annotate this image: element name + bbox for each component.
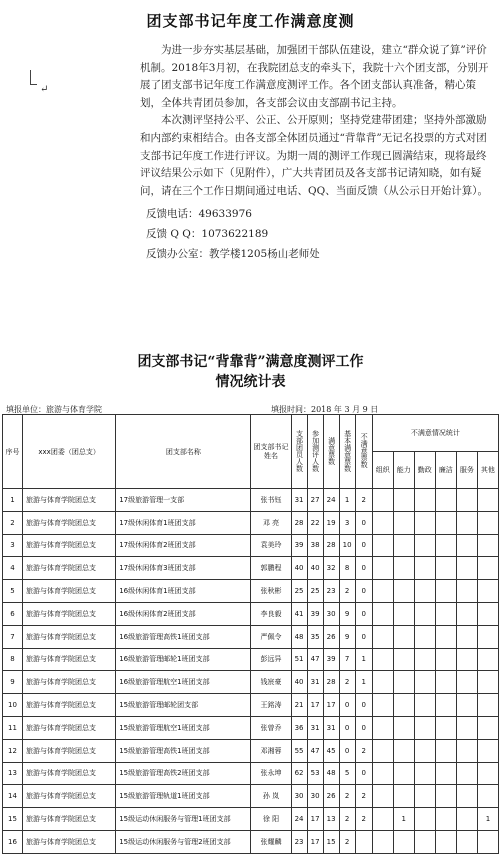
cell-reason-1	[372, 739, 393, 762]
cell-reason-1	[372, 489, 393, 512]
table-title-line-2: 情况统计表	[215, 374, 286, 390]
cell-branch: 15级运动休闲服务与管理2班团支部	[116, 830, 251, 853]
cell-committee: 旅游与体育学院团总支	[23, 602, 116, 625]
header-unsatisfied	[355, 415, 372, 489]
header-reason-2: 能力	[393, 452, 414, 489]
cell-satisfied: 28	[323, 671, 339, 694]
cell-basic: 10	[339, 534, 355, 557]
cell-reason-3	[414, 625, 435, 648]
cell-reason-6	[477, 716, 498, 739]
cell-reason-4	[435, 808, 456, 831]
cell-reason-3	[414, 830, 435, 853]
cell-branch: 15级旅游管理轨道1班团支部	[116, 785, 251, 808]
table-row	[3, 739, 499, 762]
cell-branch: 17级休闲体育3班团支部	[116, 557, 251, 580]
cell-unsatisfied: 2	[355, 739, 372, 762]
cell-secretary: 邓湘蓉	[251, 739, 291, 762]
cell-reason-1	[372, 808, 393, 831]
cell-seq: 12	[3, 739, 23, 762]
cell-reason-2	[393, 648, 414, 671]
cell-committee: 旅游与体育学院团总支	[23, 694, 116, 717]
cell-members: 21	[291, 694, 307, 717]
cell-reason-3	[414, 694, 435, 717]
cell-satisfied: 15	[323, 830, 339, 853]
cell-members: 23	[291, 830, 307, 853]
cell-members: 39	[291, 534, 307, 557]
cell-reason-1	[372, 716, 393, 739]
header-reason-5: 服务	[456, 452, 477, 489]
cell-satisfied: 26	[323, 785, 339, 808]
cell-reason-2	[393, 739, 414, 762]
cell-reason-6	[477, 489, 498, 512]
cell-satisfied: 24	[323, 489, 339, 512]
cell-reason-2	[393, 785, 414, 808]
cell-unsatisfied: 1	[355, 648, 372, 671]
cell-committee: 旅游与体育学院团总支	[23, 557, 116, 580]
cell-reason-4	[435, 830, 456, 853]
cell-unsatisfied: 1	[355, 671, 372, 694]
cell-satisfied: 19	[323, 511, 339, 534]
cell-basic: 9	[339, 625, 355, 648]
cell-reason-3	[414, 671, 435, 694]
table-row	[3, 694, 499, 717]
cell-seq: 15	[3, 808, 23, 831]
cell-committee: 旅游与体育学院团总支	[23, 739, 116, 762]
header-unsatisfied-label: 不满意票数	[360, 433, 369, 468]
cell-committee: 旅游与体育学院团总支	[23, 534, 116, 557]
cell-reason-5	[456, 694, 477, 717]
cell-reason-3	[414, 557, 435, 580]
satisfaction-stats-table	[2, 414, 499, 854]
cell-branch: 16级旅游管理高铁1班团支部	[116, 625, 251, 648]
report-unit: 填报单位：旅游与体育学院	[6, 405, 102, 414]
cell-reason-5	[456, 511, 477, 534]
cell-reason-5	[456, 580, 477, 603]
document-title: 团支部书记年度工作满意度测	[146, 12, 355, 30]
contact-office: 反馈办公室：教学楼1205杨山老师处	[146, 248, 320, 261]
cell-satisfied: 45	[323, 739, 339, 762]
cell-members: 25	[291, 580, 307, 603]
cell-secretary: 张耀麟	[251, 830, 291, 853]
cell-participants: 27	[307, 489, 323, 512]
cell-unsatisfied: 2	[355, 489, 372, 512]
cell-basic: 2	[339, 830, 355, 853]
cell-participants: 17	[307, 808, 323, 831]
cell-reason-1	[372, 580, 393, 603]
contact-qq: 反馈 Q Q：1073622189	[146, 228, 269, 241]
cell-reason-6	[477, 694, 498, 717]
cell-reason-5	[456, 557, 477, 580]
cell-seq: 5	[3, 580, 23, 603]
cell-satisfied: 48	[323, 762, 339, 785]
cell-secretary: 孙 岚	[251, 785, 291, 808]
cell-seq: 3	[3, 534, 23, 557]
cell-committee: 旅游与体育学院团总支	[23, 716, 116, 739]
table-row	[3, 511, 499, 534]
table-row	[3, 602, 499, 625]
cell-basic: 2	[339, 785, 355, 808]
header-participants-label: 参加测评人数	[311, 429, 320, 472]
header-reason-3: 勤政	[414, 452, 435, 489]
cell-seq: 13	[3, 762, 23, 785]
cell-members: 62	[291, 762, 307, 785]
cell-branch: 15级旅游管理邮轮团支部	[116, 694, 251, 717]
cell-reason-1	[372, 762, 393, 785]
cell-seq: 11	[3, 716, 23, 739]
cell-reason-4	[435, 534, 456, 557]
cell-reason-3	[414, 739, 435, 762]
cell-secretary: 张书钰	[251, 489, 291, 512]
cell-reason-1	[372, 830, 393, 853]
cell-reason-5	[456, 716, 477, 739]
paragraph-2: 本次测评坚持公平、公正、公开原则；坚持党建带团建；坚持外部激励和内部约束相结合。由各支部全体团员通过“背靠背”无记名投票的方式对团支部书记年度工作进行评议。为期一周的测评工作现已圆满结束，现将最终评议结果公示如下（见附件），广大共青团员及各支部书记请知晓，如有疑问，请在三个工作日期间通过电话、QQ、当面反馈（从公示日开始计算）。	[140, 114, 488, 197]
table-row	[3, 671, 499, 694]
cell-secretary: 袁美玲	[251, 534, 291, 557]
cell-members: 48	[291, 625, 307, 648]
cell-participants: 22	[307, 511, 323, 534]
paragraph-1: 为进一步夯实基层基础，加强团干部队伍建设，建立“群众说了算”评价机制。2018年3月初，在我院团总支的牵头下，我院十六个团支部，分别开展了团支部书记年度工作满意度测评工作。各个团支部认真准备，精心策划，全体共青团员参加，各支部会议由支部副书记主持。	[140, 44, 489, 109]
table-row	[3, 648, 499, 671]
cell-secretary: 严佩令	[251, 625, 291, 648]
cell-reason-1	[372, 625, 393, 648]
table-row	[3, 785, 499, 808]
cell-reason-5	[456, 602, 477, 625]
cell-members: 31	[291, 489, 307, 512]
cell-secretary: 张曾乔	[251, 716, 291, 739]
cell-reason-3	[414, 489, 435, 512]
cell-reason-4	[435, 694, 456, 717]
cell-reason-5	[456, 648, 477, 671]
cell-reason-3	[414, 580, 435, 603]
cell-unsatisfied: 0	[355, 716, 372, 739]
cell-reason-2	[393, 534, 414, 557]
cell-committee: 旅游与体育学院团总支	[23, 762, 116, 785]
cell-secretary: 钱宸豪	[251, 671, 291, 694]
header-reason-6	[477, 452, 498, 489]
table-row	[3, 557, 499, 580]
cell-unsatisfied: 0	[355, 602, 372, 625]
cell-participants: 53	[307, 762, 323, 785]
cell-seq: 16	[3, 830, 23, 853]
cell-seq: 7	[3, 625, 23, 648]
table-row	[3, 808, 499, 831]
cell-reason-6	[477, 557, 498, 580]
cell-committee: 旅游与体育学院团总支	[23, 830, 116, 853]
cell-secretary: 郭鹏程	[251, 557, 291, 580]
cell-branch: 16级休闲体育1班团支部	[116, 580, 251, 603]
cell-satisfied: 30	[323, 602, 339, 625]
cell-reason-4	[435, 602, 456, 625]
cell-committee: 旅游与体育学院团总支	[23, 625, 116, 648]
cell-reason-5	[456, 762, 477, 785]
cell-basic: 1	[339, 489, 355, 512]
cell-reason-2	[393, 511, 414, 534]
cell-branch: 15级运动休闲服务与管理1班团支部	[116, 808, 251, 831]
cell-reason-3	[414, 762, 435, 785]
cell-reason-4	[435, 671, 456, 694]
cell-reason-3	[414, 716, 435, 739]
cell-reason-1	[372, 785, 393, 808]
cell-committee: 旅游与体育学院团总支	[23, 671, 116, 694]
table-row	[3, 716, 499, 739]
cell-reason-1	[372, 511, 393, 534]
cell-reason-4	[435, 511, 456, 534]
cell-seq: 6	[3, 602, 23, 625]
cell-satisfied: 31	[323, 716, 339, 739]
cell-reason-5	[456, 785, 477, 808]
contact-phone: 反馈电话：49633976	[146, 208, 252, 221]
header-participants	[307, 415, 323, 489]
cell-reason-2	[393, 602, 414, 625]
cell-participants: 40	[307, 557, 323, 580]
cell-branch: 17级休闲体育2班团支部	[116, 534, 251, 557]
header-satisfied-label: 满意票数	[327, 436, 336, 465]
cell-reason-2	[393, 762, 414, 785]
cell-reason-5	[456, 671, 477, 694]
cell-participants: 38	[307, 534, 323, 557]
cell-participants: 17	[307, 694, 323, 717]
table-body	[3, 489, 499, 854]
header-basic	[339, 415, 355, 489]
cell-unsatisfied: 0	[355, 534, 372, 557]
cell-reason-6	[477, 785, 498, 808]
cell-secretary: 徐 阳	[251, 808, 291, 831]
cell-reason-4	[435, 739, 456, 762]
cell-participants: 25	[307, 580, 323, 603]
cell-committee: 旅游与体育学院团总支	[23, 785, 116, 808]
cell-reason-5	[456, 489, 477, 512]
document-body	[140, 42, 490, 264]
cell-unsatisfied: 0	[355, 557, 372, 580]
cell-participants: 47	[307, 739, 323, 762]
cell-committee: 旅游与体育学院团总支	[23, 580, 116, 603]
cell-satisfied: 26	[323, 625, 339, 648]
cell-satisfied: 17	[323, 694, 339, 717]
cell-branch: 15级旅游管理高铁2班团支部	[116, 762, 251, 785]
cell-basic: 0	[339, 739, 355, 762]
cell-reason-6	[477, 534, 498, 557]
header-stats-group: 不满意情况统计	[372, 415, 498, 452]
cell-reason-5	[456, 534, 477, 557]
table-row	[3, 762, 499, 785]
cell-basic: 0	[339, 694, 355, 717]
cell-branch: 15级旅游管理航空1班团支部	[116, 716, 251, 739]
cell-satisfied: 23	[323, 580, 339, 603]
paragraph-return-mark: ↵	[40, 84, 49, 95]
cell-reason-3	[414, 785, 435, 808]
cell-reason-6	[477, 648, 498, 671]
table-row	[3, 625, 499, 648]
cell-reason-1	[372, 671, 393, 694]
cell-basic: 9	[339, 602, 355, 625]
cell-reason-2	[393, 557, 414, 580]
header-members	[291, 415, 307, 489]
header-reason-1: 组织	[372, 452, 393, 489]
cell-secretary: 张永坤	[251, 762, 291, 785]
cell-secretary: 彭远异	[251, 648, 291, 671]
cell-members: 51	[291, 648, 307, 671]
cell-branch: 16级旅游管理邮轮1班团支部	[116, 648, 251, 671]
cell-seq: 2	[3, 511, 23, 534]
cell-participants: 30	[307, 785, 323, 808]
cell-reason-6	[477, 602, 498, 625]
cell-reason-3	[414, 808, 435, 831]
cell-reason-3	[414, 511, 435, 534]
cell-seq: 8	[3, 648, 23, 671]
cell-seq: 1	[3, 489, 23, 512]
cell-unsatisfied: 0	[355, 511, 372, 534]
cell-members: 41	[291, 602, 307, 625]
table-row	[3, 489, 499, 512]
cell-reason-1	[372, 694, 393, 717]
cell-reason-6	[477, 580, 498, 603]
cell-participants: 47	[307, 648, 323, 671]
cell-basic: 3	[339, 511, 355, 534]
table-row	[3, 580, 499, 603]
cell-basic: 2	[339, 671, 355, 694]
cell-unsatisfied: 0	[355, 762, 372, 785]
cell-reason-4	[435, 785, 456, 808]
header-reason-4: 廉洁	[435, 452, 456, 489]
cell-branch: 15级旅游管理高铁1班团支部	[116, 739, 251, 762]
cell-reason-2: 1	[393, 808, 414, 831]
cell-participants: 31	[307, 671, 323, 694]
header-secretary-label: 团支部书记姓名	[253, 442, 289, 460]
cell-members: 30	[291, 785, 307, 808]
cell-members: 28	[291, 511, 307, 534]
cell-committee: 旅游与体育学院团总支	[23, 648, 116, 671]
cell-participants: 35	[307, 625, 323, 648]
cell-reason-5	[456, 739, 477, 762]
table-row	[3, 830, 499, 853]
cell-reason-2	[393, 716, 414, 739]
cell-unsatisfied: 0	[355, 625, 372, 648]
cell-reason-6	[477, 830, 498, 853]
cell-reason-5	[456, 625, 477, 648]
cell-reason-5	[456, 830, 477, 853]
header-members-label: 支部团员人数	[295, 429, 304, 472]
cell-committee: 旅游与体育学院团总支	[23, 808, 116, 831]
cell-basic: 8	[339, 557, 355, 580]
cell-basic: 2	[339, 580, 355, 603]
cell-members: 40	[291, 671, 307, 694]
cell-satisfied: 39	[323, 648, 339, 671]
header-committee: xxx团委（团总支）	[23, 415, 116, 489]
cell-reason-2	[393, 671, 414, 694]
cell-unsatisfied: 2	[355, 808, 372, 831]
cell-reason-4	[435, 648, 456, 671]
cell-secretary: 张秋彬	[251, 580, 291, 603]
cell-seq: 4	[3, 557, 23, 580]
cell-unsatisfied: 2	[355, 785, 372, 808]
table-title-line-1: 团支部书记“背靠背”满意度测评工作	[137, 354, 364, 370]
cell-participants: 31	[307, 716, 323, 739]
cell-reason-4	[435, 762, 456, 785]
cell-reason-2	[393, 489, 414, 512]
header-seq: 序号	[3, 415, 23, 489]
cell-reason-2	[393, 694, 414, 717]
cell-branch: 17级休闲体育1班团支部	[116, 511, 251, 534]
cell-branch: 16级休闲体育2班团支部	[116, 602, 251, 625]
cell-reason-2	[393, 830, 414, 853]
cell-reason-5	[456, 808, 477, 831]
cell-committee: 旅游与体育学院团总支	[23, 489, 116, 512]
cell-reason-6	[477, 511, 498, 534]
cell-satisfied: 32	[323, 557, 339, 580]
cell-reason-4	[435, 557, 456, 580]
cell-basic: 2	[339, 808, 355, 831]
cell-reason-4	[435, 489, 456, 512]
table-title	[0, 352, 501, 392]
cell-committee: 旅游与体育学院团总支	[23, 511, 116, 534]
text-cursor-mark	[30, 70, 37, 85]
cell-reason-4	[435, 580, 456, 603]
cell-unsatisfied: 0	[355, 694, 372, 717]
cell-unsatisfied	[355, 830, 372, 853]
cell-basic: 7	[339, 648, 355, 671]
cell-reason-4	[435, 716, 456, 739]
cell-reason-3	[414, 602, 435, 625]
header-satisfied	[323, 415, 339, 489]
cell-reason-1	[372, 557, 393, 580]
cell-seq: 14	[3, 785, 23, 808]
header-branch: 团支部名称	[116, 415, 251, 489]
cell-reason-6	[477, 739, 498, 762]
header-basic-label: 基本满意票数	[343, 429, 352, 472]
cell-seq: 10	[3, 694, 23, 717]
cell-satisfied: 28	[323, 534, 339, 557]
cell-secretary: 邓 亮	[251, 511, 291, 534]
cell-members: 40	[291, 557, 307, 580]
cell-members: 24	[291, 808, 307, 831]
cell-reason-6	[477, 671, 498, 694]
cell-satisfied: 13	[323, 808, 339, 831]
cell-participants: 17	[307, 830, 323, 853]
header-secretary	[251, 415, 291, 489]
cell-seq: 9	[3, 671, 23, 694]
cell-reason-3	[414, 648, 435, 671]
cell-reason-6	[477, 625, 498, 648]
cell-branch: 16级旅游管理航空1班团支部	[116, 671, 251, 694]
cell-branch: 17级旅游管理一支部	[116, 489, 251, 512]
header-reason-6-label: 其他	[480, 465, 495, 474]
header-row	[3, 415, 499, 452]
cell-secretary: 李良毅	[251, 602, 291, 625]
cell-participants: 39	[307, 602, 323, 625]
cell-reason-1	[372, 534, 393, 557]
cell-basic: 5	[339, 762, 355, 785]
cell-reason-6: 1	[477, 808, 498, 831]
cell-members: 55	[291, 739, 307, 762]
cell-reason-4	[435, 625, 456, 648]
report-time: 填报时间：2018 年 3 月 9 日	[271, 405, 379, 414]
cell-members: 36	[291, 716, 307, 739]
cell-unsatisfied: 0	[355, 580, 372, 603]
cell-reason-2	[393, 580, 414, 603]
cell-reason-6	[477, 762, 498, 785]
cell-basic: 0	[339, 716, 355, 739]
cell-reason-1	[372, 602, 393, 625]
cell-secretary: 王銘涛	[251, 694, 291, 717]
table-row	[3, 534, 499, 557]
cell-reason-3	[414, 534, 435, 557]
cell-reason-2	[393, 625, 414, 648]
cell-reason-1	[372, 648, 393, 671]
